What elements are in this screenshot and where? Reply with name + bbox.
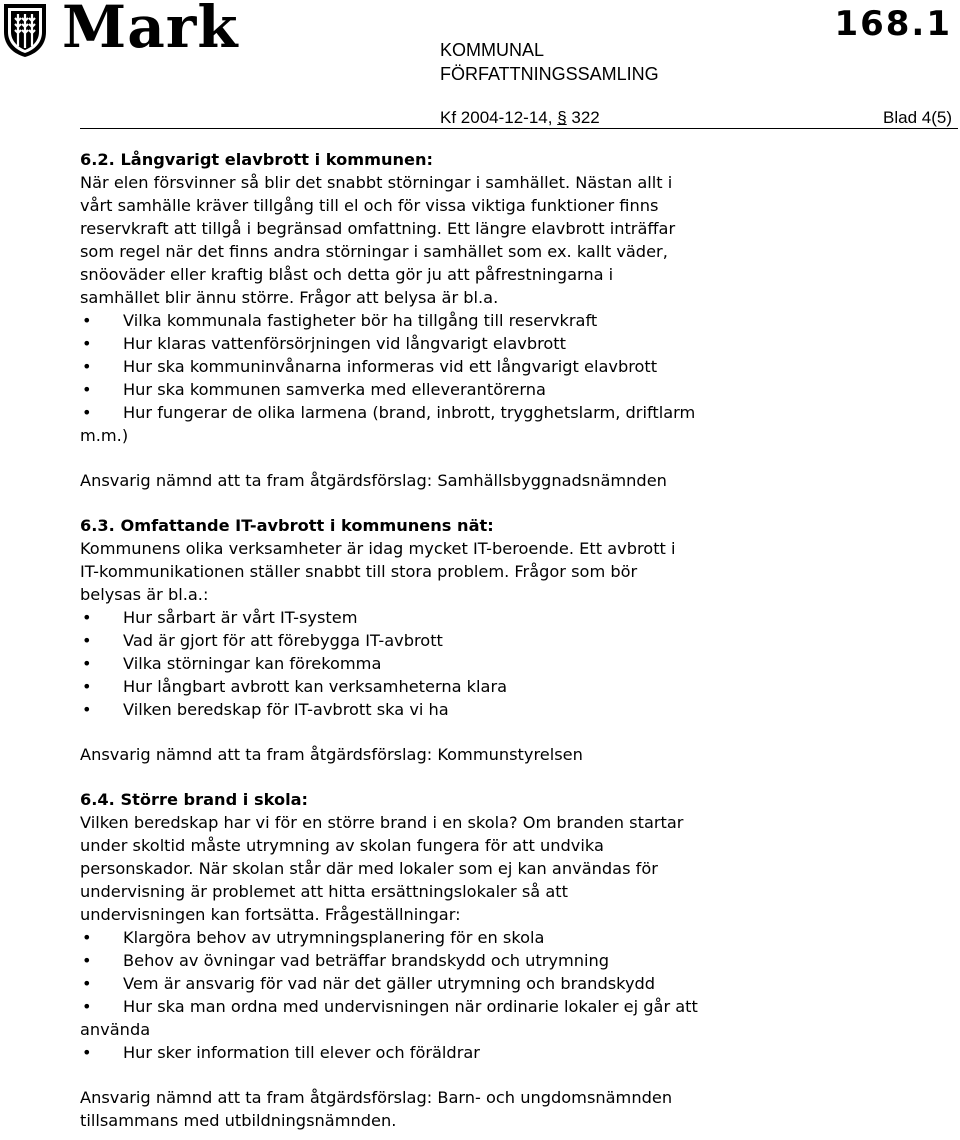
- document-header: [0, 0, 960, 130]
- body-line: Vilken beredskap har vi för en större brand i en skola? Om branden startar: [80, 813, 684, 832]
- coat-of-arms-icon: [2, 2, 48, 58]
- section-it-outage: [80, 514, 820, 766]
- body-line: som regel när det finns andra störningar i samhället som ex. kallt väder,: [80, 242, 668, 261]
- section-heading: 6.4. Större brand i skola:: [80, 790, 309, 809]
- list-item: • Vem är ansvarig för vad när det gäller utrymning och brandskydd: [80, 972, 820, 995]
- body-line: undervisningen kan fortsätta. Frågeställningar:: [80, 905, 461, 924]
- responsible-committee: Ansvarig nämnd att ta fram åtgärdsförslag: Barn- och ungdomsnämnden: [80, 1088, 673, 1107]
- list-item: • Hur ska kommunen samverka med elleverantörerna: [80, 378, 820, 401]
- body-line: under skoltid måste utrymning av skolan fungera för att undvika: [80, 836, 604, 855]
- list-item: • Vilken beredskap för IT-avbrott ska vi ha: [80, 698, 820, 721]
- list-item: • Hur ska kommuninvånarna informeras vid ett långvarigt elavbrott: [80, 355, 820, 378]
- list-item: • Vilka kommunala fastigheter bör ha tillgång till reservkraft: [80, 309, 820, 332]
- section-heading: 6.2. Långvarigt elavbrott i kommunen:: [80, 150, 433, 169]
- document-body: [80, 148, 820, 1132]
- list-item: • Behov av övningar vad beträffar brandskydd och utrymning: [80, 949, 820, 972]
- body-line: När elen försvinner så blir det snabbt störningar i samhället. Nästan allt i: [80, 173, 673, 192]
- body-line: undervisning är problemet att hitta ersättningslokaler så att: [80, 882, 568, 901]
- sheet-number: Blad 4(5): [883, 108, 952, 127]
- body-line: belysas är bl.a.:: [80, 585, 209, 604]
- question-list: [80, 309, 820, 424]
- list-continuation: m.m.): [80, 426, 129, 445]
- body-line: personskador. När skolan står där med lokaler som ej kan användas för: [80, 859, 658, 878]
- list-item: • Hur sårbart är vårt IT-system: [80, 606, 820, 629]
- series-line-1: KOMMUNAL: [440, 40, 545, 60]
- section-heading: 6.3. Omfattande IT-avbrott i kommunens nät:: [80, 516, 494, 535]
- list-item: • Hur ska man ordna med undervisningen när ordinarie lokaler ej går att: [80, 995, 820, 1018]
- statute-series: [440, 38, 659, 86]
- list-item: • Hur klaras vattenförsörjningen vid långvarigt elavbrott: [80, 332, 820, 355]
- decision-date: Kf 2004-12-14,: [440, 108, 558, 127]
- list-continuation: använda: [80, 1020, 151, 1039]
- question-list: [80, 1041, 820, 1064]
- list-item: • Vilka störningar kan förekomma: [80, 652, 820, 675]
- header-divider: [80, 128, 958, 129]
- body-line: Kommunens olika verksamheter är idag mycket IT-beroende. Ett avbrott i: [80, 539, 676, 558]
- list-item: • Hur fungerar de olika larmena (brand, inbrott, trygghetslarm, driftlarm: [80, 401, 820, 424]
- body-line: snöoväder eller kraftig blåst och detta gör ju att påfrestningarna i: [80, 265, 614, 284]
- list-item: • Klargöra behov av utrymningsplanering för en skola: [80, 926, 820, 949]
- responsible-committee: Ansvarig nämnd att ta fram åtgärdsförslag: Kommunstyrelsen: [80, 745, 583, 764]
- body-line: vårt samhälle kräver tillgång till el och för vissa viktiga funktioner finns: [80, 196, 659, 215]
- series-line-2: FÖRFATTNINGSSAMLING: [440, 64, 659, 84]
- decision-number: 322: [566, 108, 600, 127]
- municipality-logo-text: Mark: [62, 0, 239, 61]
- document-number: 168.1: [834, 4, 952, 44]
- section-school-fire: [80, 788, 820, 1132]
- body-line: reservkraft att tillgå i begränsad omfattning. Ett längre elavbrott inträffar: [80, 219, 676, 238]
- section-power-outage: [80, 148, 820, 492]
- paragraph-sign: §: [557, 108, 567, 127]
- body-line: IT-kommunikationen ställer snabbt till stora problem. Frågor som bör: [80, 562, 638, 581]
- list-item: • Hur långbart avbrott kan verksamheterna klara: [80, 675, 820, 698]
- question-list: [80, 606, 820, 721]
- decision-reference: [440, 108, 600, 128]
- list-item: • Vad är gjort för att förebygga IT-avbrott: [80, 629, 820, 652]
- body-line: samhället blir ännu större. Frågor att belysa är bl.a.: [80, 288, 499, 307]
- responsible-committee: Ansvarig nämnd att ta fram åtgärdsförslag: Samhällsbyggnadsnämnden: [80, 471, 667, 490]
- question-list: [80, 926, 820, 1018]
- responsible-committee-cont: tillsammans med utbildningsnämnden.: [80, 1111, 397, 1130]
- list-item: • Hur sker information till elever och föräldrar: [80, 1041, 820, 1064]
